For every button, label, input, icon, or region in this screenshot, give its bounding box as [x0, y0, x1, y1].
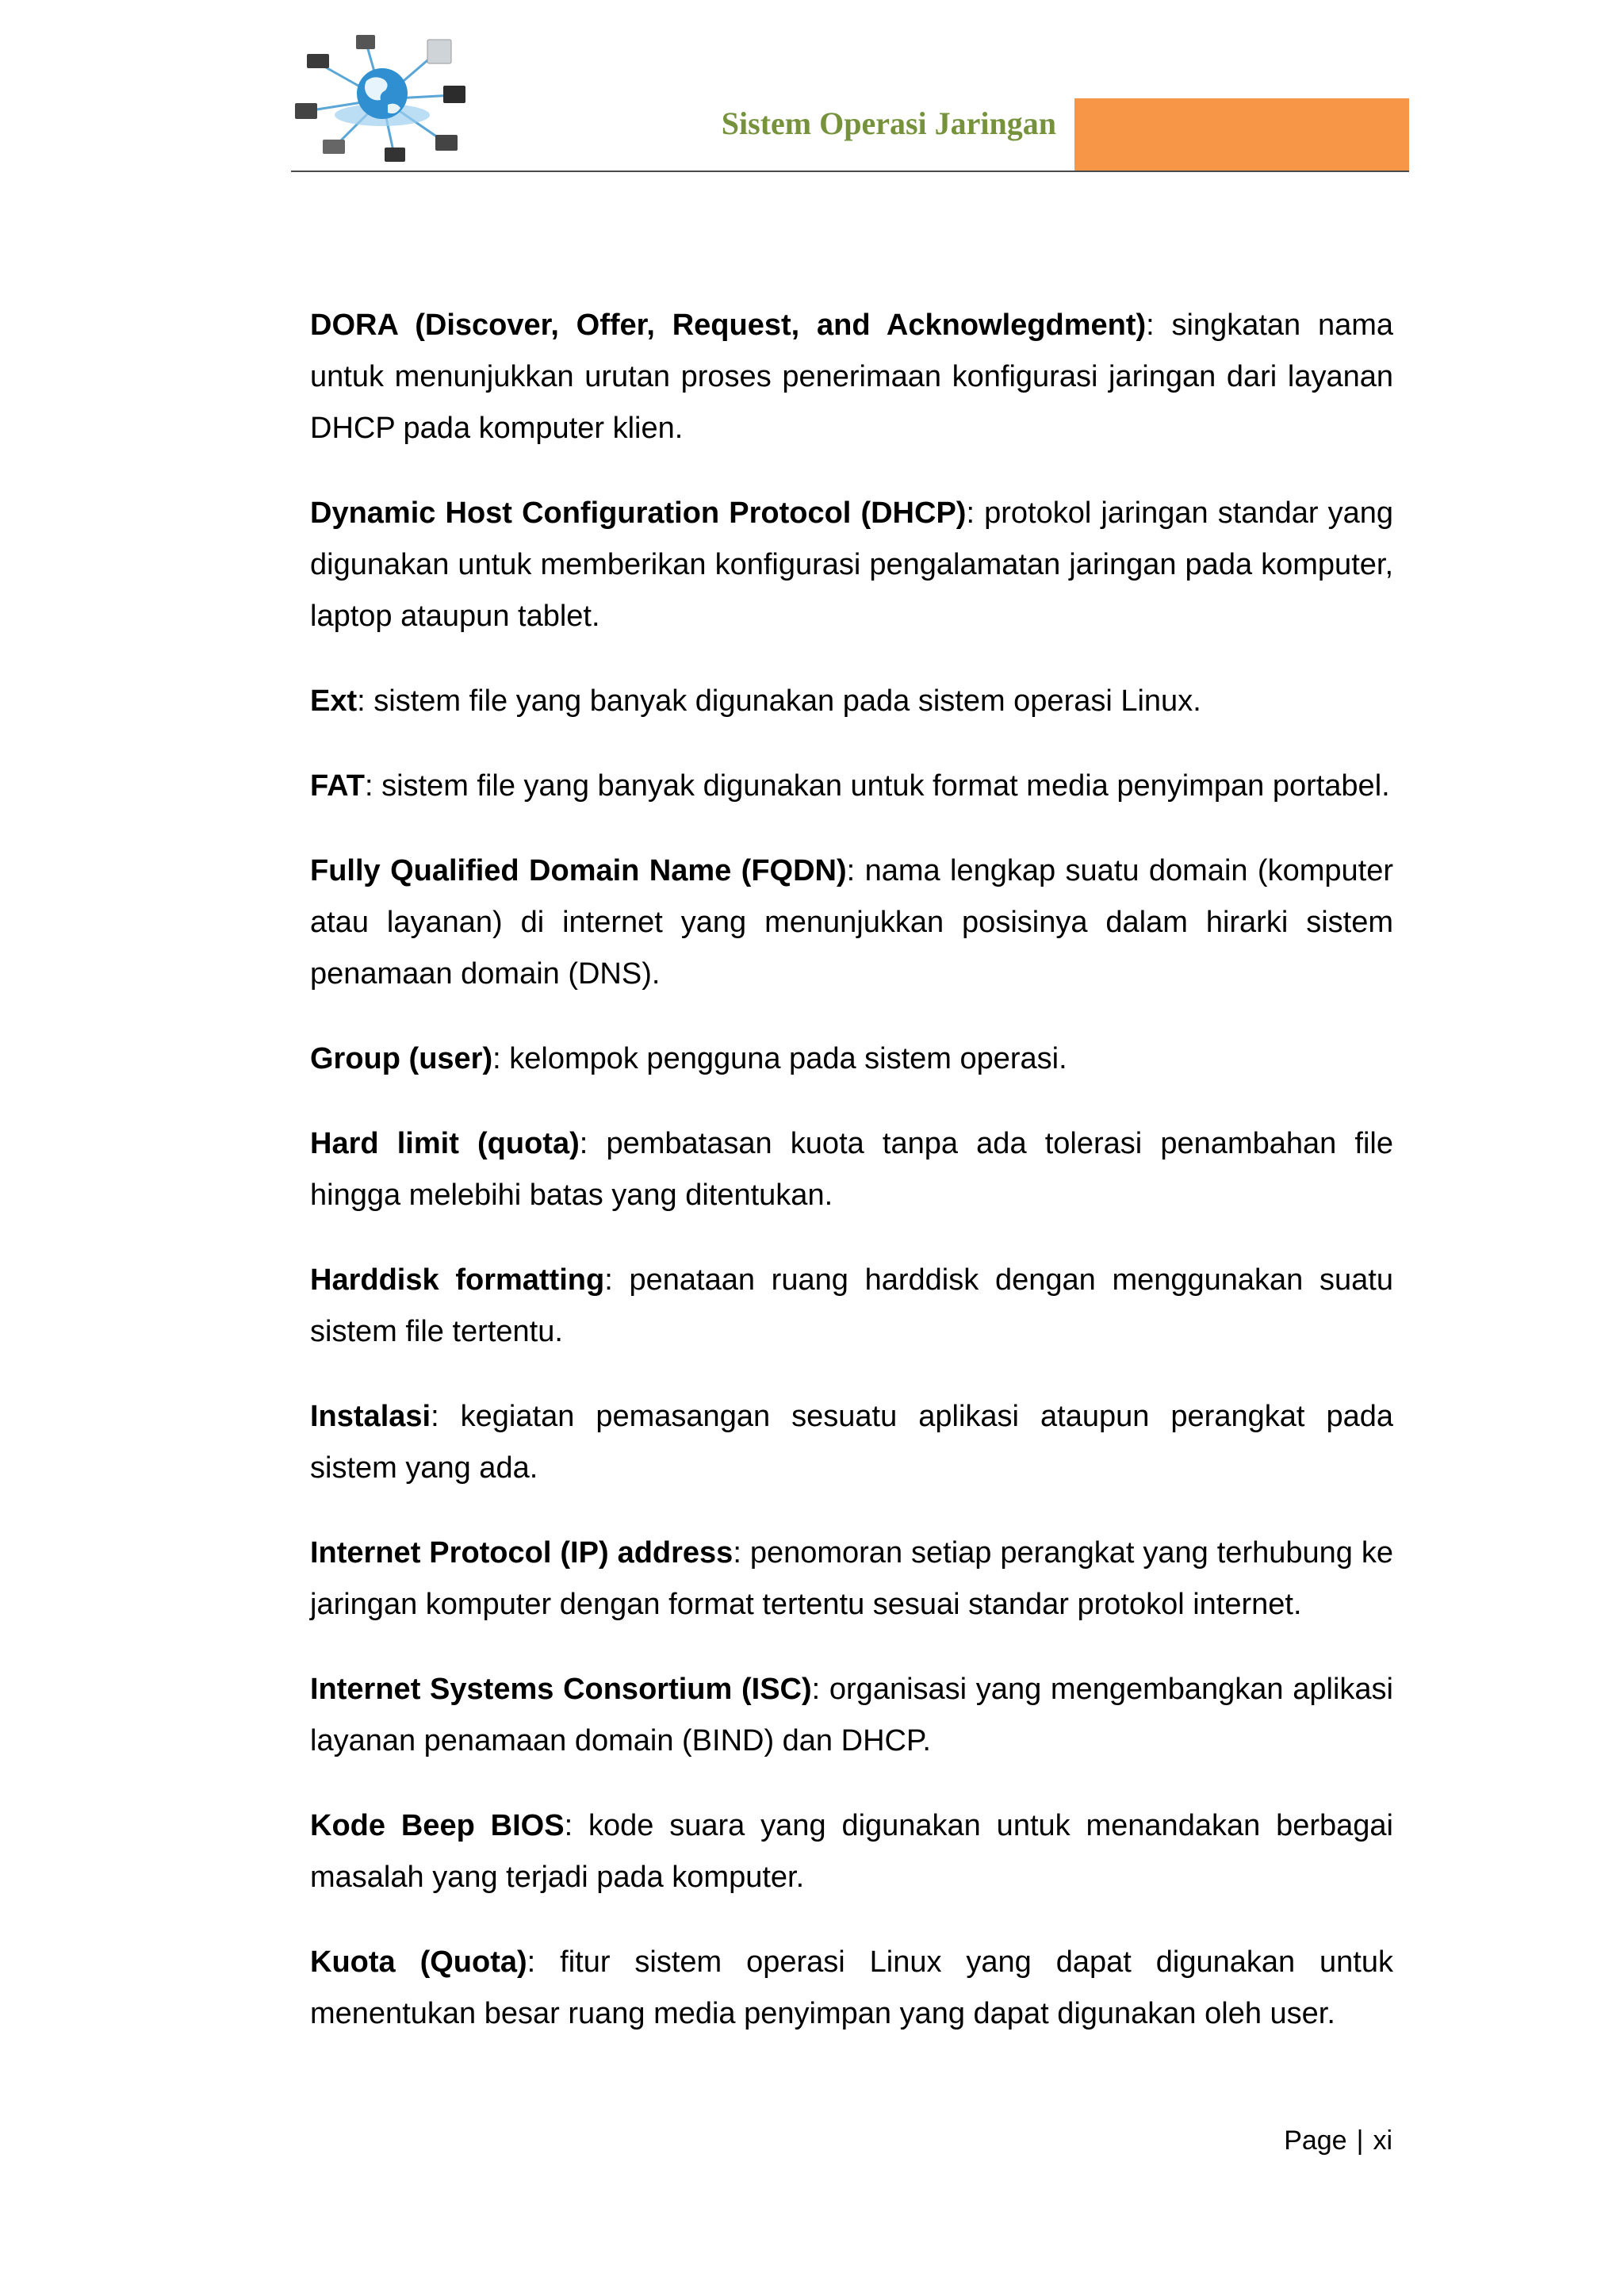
header-divider [291, 171, 1409, 172]
glossary-term: Internet Systems Consortium (ISC) [310, 1673, 812, 1706]
page-number: xi [1373, 2125, 1392, 2156]
glossary-definition: : singkatan nama untuk menunjukkan urutan proses penerimaan konfigurasi jaringan dari layanan DHCP pada komputer klien. [310, 309, 1393, 445]
page-footer [1284, 2125, 1392, 2156]
glossary-term: Fully Qualified Domain Name (FQDN) [310, 854, 847, 887]
glossary-definition: : penomoran setiap perangkat yang terhubung ke jaringan komputer dengan format tertentu sesuai standar protokol internet. [310, 1536, 1393, 1621]
glossary-definition: : penataan ruang harddisk dengan menggunakan suatu sistem file tertentu. [310, 1263, 1393, 1348]
glossary-entry-isc [310, 1664, 1393, 1767]
glossary-content [310, 300, 1393, 2073]
glossary-term: FAT [310, 769, 365, 803]
glossary-entry-ext [310, 676, 1393, 727]
glossary-definition: : pembatasan kuota tanpa ada tolerasi penambahan file hingga melebihi batas yang ditentukan. [310, 1127, 1394, 1212]
glossary-term: Internet Protocol (IP) address [310, 1536, 733, 1570]
glossary-entry-ip-address [310, 1527, 1393, 1631]
glossary-definition: : organisasi yang mengembangkan aplikasi layanan penamaan domain (BIND) dan DHCP. [310, 1673, 1393, 1757]
glossary-entry-kode-beep-bios [310, 1800, 1393, 1903]
glossary-term: Ext [310, 684, 358, 718]
glossary-term: Dynamic Host Configuration Protocol (DHCP) [310, 496, 967, 530]
glossary-entry-fat [310, 761, 1393, 812]
glossary-entry-instalasi [310, 1391, 1393, 1494]
page-header [291, 32, 1409, 172]
glossary-definition: : nama lengkap suatu domain (komputer atau layanan) di internet yang menunjukkan posisinya dalam hirarki sistem penamaan domain (DNS). [310, 854, 1393, 991]
glossary-definition: : protokol jaringan standar yang digunakan untuk memberikan konfigurasi pengalamatan jaringan pada komputer, laptop ataupun tablet. [310, 496, 1393, 633]
glossary-term: Harddisk formatting [310, 1263, 605, 1297]
glossary-entry-hard-limit [310, 1118, 1393, 1221]
glossary-entry-dora [310, 300, 1393, 454]
glossary-entry-dhcp [310, 488, 1393, 642]
glossary-definition: : fitur sistem operasi Linux yang dapat digunakan untuk menentukan besar ruang media penyimpan yang dapat digunakan oleh user. [310, 1945, 1393, 2030]
glossary-term: Hard limit (quota) [310, 1127, 580, 1160]
glossary-term: Instalasi [310, 1400, 431, 1433]
glossary-term: DORA (Discover, Offer, Request, and Acknowlegdment) [310, 309, 1147, 342]
header-title: Sistem Operasi Jaringan [721, 105, 1056, 141]
glossary-term: Kuota (Quota) [310, 1945, 527, 1979]
glossary-entry-group [310, 1033, 1393, 1085]
glossary-entry-harddisk-formatting [310, 1255, 1393, 1358]
glossary-term: Group (user) [310, 1042, 493, 1075]
header-accent-bar [1074, 98, 1409, 171]
page-separator: | [1356, 2125, 1364, 2156]
glossary-definition: : sistem file yang banyak digunakan untuk format media penyimpan portabel. [364, 769, 1390, 803]
glossary-entry-kuota [310, 1937, 1393, 2040]
glossary-term: Kode Beep BIOS [310, 1809, 565, 1842]
glossary-definition: : kegiatan pemasangan sesuatu aplikasi ataupun perangkat pada sistem yang ada. [310, 1400, 1393, 1485]
glossary-definition: : kode suara yang digunakan untuk menandakan berbagai masalah yang terjadi pada komputer. [310, 1809, 1393, 1894]
glossary-entry-fqdn [310, 845, 1393, 1000]
glossary-definition: : sistem file yang banyak digunakan pada sistem operasi Linux. [357, 684, 1201, 718]
network-globe-icon [291, 32, 473, 167]
page-label: Page [1284, 2125, 1347, 2156]
glossary-definition: : kelompok pengguna pada sistem operasi. [492, 1042, 1067, 1075]
